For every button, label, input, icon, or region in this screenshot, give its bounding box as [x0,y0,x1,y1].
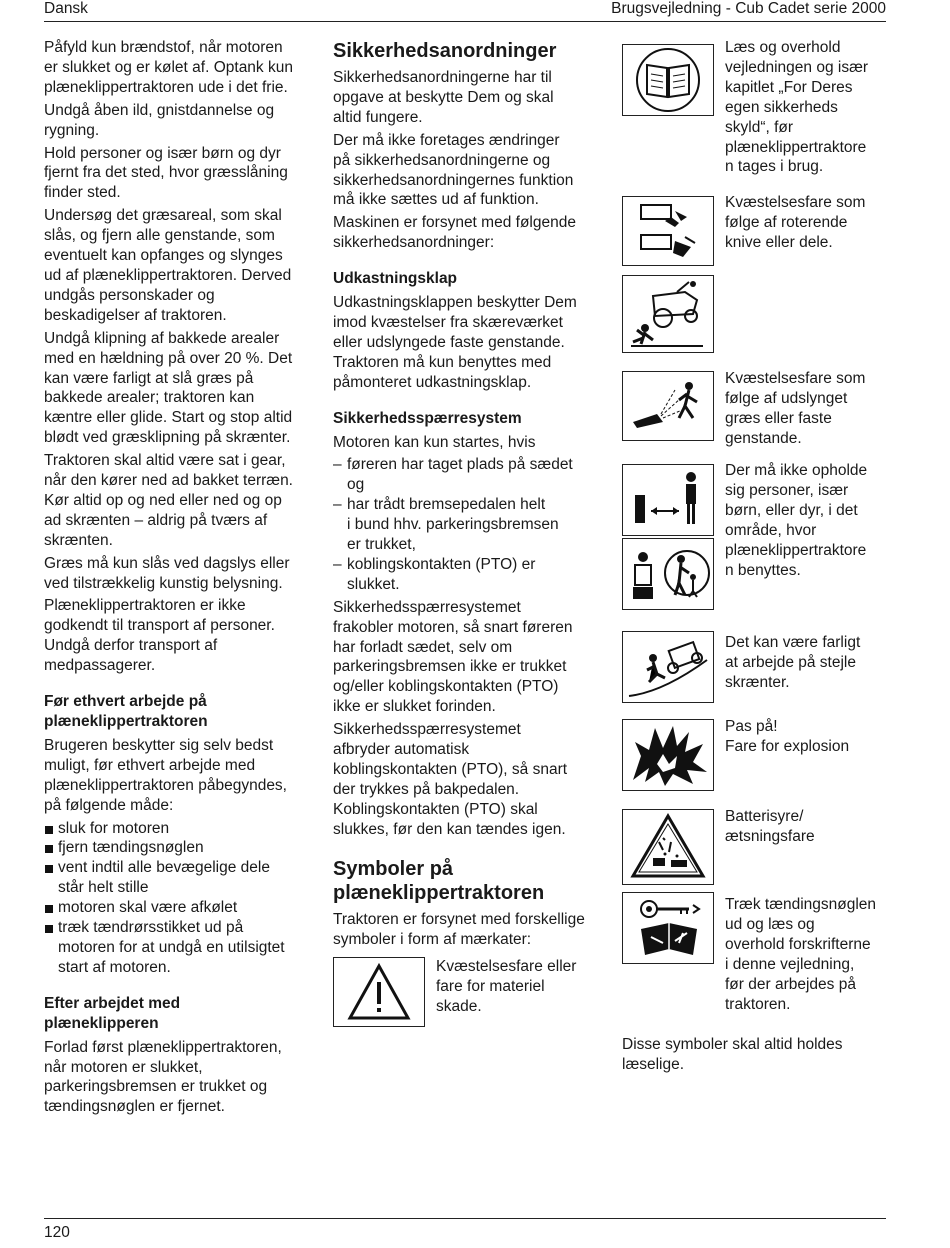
warning-symbol-row [333,957,601,1029]
no-children-icon [622,538,714,610]
heading-safety-lock: Sikkerhedsspærresystem [333,409,522,427]
symbol-row [622,273,892,369]
explosion-icon [622,719,714,791]
paragraph: Udkastningsklappen beskytter Dem imod kvæstelser fra skæreværket eller udslyngede faste genstande. Traktoren må kun benyttes med påmonteret udkastningsklap. [333,294,577,391]
column-2 [333,38,601,1029]
paragraph: Traktoren er forsynet med forskellige symboler i form af mærkater: [333,910,585,948]
symbol-row [622,895,892,1035]
symbol-row [622,193,892,273]
paragraph: Sikkerhedsspærresystemet frakobler motoren, så snart føreren har forladt sædet, selv om parkeringsbremsen ikke er trukket og/eller koblingskontakten (PTO) ikke er slukket forinden. [333,598,573,716]
list-item: – har trådt bremsepedalen helt i bund hhv. parkeringsbremsen er trukket, [333,495,601,555]
symbol-row [622,633,892,717]
paragraph: Undgå klipning af bakkede arealer med en hældning på over 20 %. Det kan være farligt at slå græs på bakkede arealer; traktoren kan kæntre eller glide. Start og stop altid blødt ved græsklipning på skrænter. [44,329,293,447]
list-item: sluk for motoren [44,819,312,839]
battery-acid-icon [622,809,714,885]
list-item: vent indtil alle bevægelige dele står helt stille [44,858,312,898]
paragraph: Hold personer og især børn og dyr fjernt fra det sted, hvor græsslåning finder sted. [44,144,288,202]
book-icon [622,44,714,116]
tractor-hazard-icon [622,275,714,353]
symbol-caption: Kvæstelsesfare som følge af roterende knive eller dele. [725,194,866,251]
paragraph: Plæneklippertraktoren er ikke godkendt til transport af personer. Undgå derfor transport af medpassagerer. [44,597,275,675]
symbol-caption: Det kan være farligt at arbejde på stejle skrænter. [725,634,861,691]
paragraph: Forlad først plæneklippertraktoren, når motoren er slukket, parkeringsbremsen er trukket og tændingsnøglen er fjernet. [44,1038,282,1116]
list-item: – koblingskontakten (PTO) er slukket. [333,555,601,595]
slope-tipping-icon [622,631,714,703]
closing-note: Disse symboler skal altid holdes læselige. [622,1036,843,1073]
precaution-list [44,819,312,978]
symbol-row [622,369,892,461]
symbol-caption: Læs og overhold vejledningen og især kapitlet „For Deres egen sikkerheds skyld“, før plæneklippertraktore n tages i brug. [725,39,869,176]
rotating-blade-icon [622,196,714,266]
paragraph: Traktoren skal altid være sat i gear, når den kører ned ad bakket terræn. Kør altid op og ned eller ned og op ad skrænten – aldrig på tværs af skrænten. [44,452,293,549]
list-item: – føreren har taget plads på sædet og [333,455,601,495]
paragraph: Sikkerhedsanordningerne har til opgave at beskytte Dem og skal altid fungere. [333,69,554,126]
paragraph: Sikkerhedsspærresystemet afbryder automatisk koblingskontakten (PTO), så snart der trykkes på bakpedalen. Koblingskontakten (PTO) skal slukkes, før den kan tændes igen. [333,721,568,838]
header-doc-title: Brugsvejledning - Cub Cadet serie 2000 [611,0,886,17]
heading-before-work: Før ethvert arbejde på plæneklippertraktoren [44,693,208,730]
footer-rule [44,1218,886,1219]
list-item: fjern tændingsnøglen [44,838,312,858]
warning-triangle-icon [333,957,425,1027]
symbol-row [622,807,892,895]
page-number: 120 [44,1224,70,1241]
symbol-row [622,717,892,807]
paragraph: Undersøg det græsareal, som skal slås, og fjern alle genstande, som eventuelt kan opfanges og slynges ud af plæneklippertraktoren. Derved undgås personskader og beskadigelser af traktoren. [44,207,292,324]
symbol-row [622,38,892,193]
symbol-caption: Pas på! Fare for explosion [725,718,850,755]
symbol-caption: Træk tændingsnøglen ud og læs og overhold forskrifterne i denne vejledning, før der arbejdes på traktoren. [725,896,877,1013]
page-header [44,0,886,22]
list-item: motoren skal være afkølet [44,898,312,918]
paragraph: Brugeren beskytter sig selv bedst muligt, før ethvert arbejde med plæneklippertraktoren påbegyndes, på følgende måde: [44,736,287,814]
symbol-row [622,541,892,633]
paragraph: Undgå åben ild, gnistdannelse og rygning. [44,101,275,139]
paragraph: Der må ikke foretages ændringer på sikkerhedsanordningerne og sikkerhedsanordningernes funktion må ikke sættes ud af funktion. [333,131,574,209]
condition-list [333,455,601,594]
symbol-caption: Der må ikke opholde sig personer, især børn, eller dyr, i det område, hvor plæneklippertraktore n benyttes. [725,462,868,579]
paragraph: Maskinen er forsynet med følgende sikkerhedsanordninger: [333,214,576,252]
paragraph: Påfyld kun brændstof, når motoren er slukket og er kølet af. Optank kun plæneklippertraktoren ude i det frie. [44,39,293,96]
paragraph: Motoren kan kun startes, hvis [333,433,536,451]
heading-discharge-flap: Udkastningsklap [333,270,458,288]
list-item: træk tændrørsstikket ud på motoren for at undgå en utilsigtet start af motoren. [44,918,312,978]
symbol-caption: Kvæstelsesfare som følge af udslynget græs eller faste genstande. [725,370,866,447]
thrown-object-icon [622,371,714,441]
paragraph: Græs må kun slås ved dagslys eller ved tilstrækkelig kunstig belysning. [44,554,290,592]
keep-distance-icon [622,464,714,536]
symbol-caption: Batterisyre/ ætsningsfare [725,808,815,845]
heading-after-work: Efter arbejdet med plæneklipperen [44,994,181,1032]
remove-key-icon [622,892,714,964]
symbol-row [622,461,892,579]
header-language: Dansk [44,0,88,17]
column-3 [622,38,892,1078]
column-1 [44,38,312,1120]
heading-symbols: Symboler på plæneklippertraktoren [333,857,545,904]
heading-safety-devices: Sikkerhedsanordninger [333,40,557,62]
symbol-caption: Kvæstelsesfare eller fare for materiel skade. [436,958,577,1016]
